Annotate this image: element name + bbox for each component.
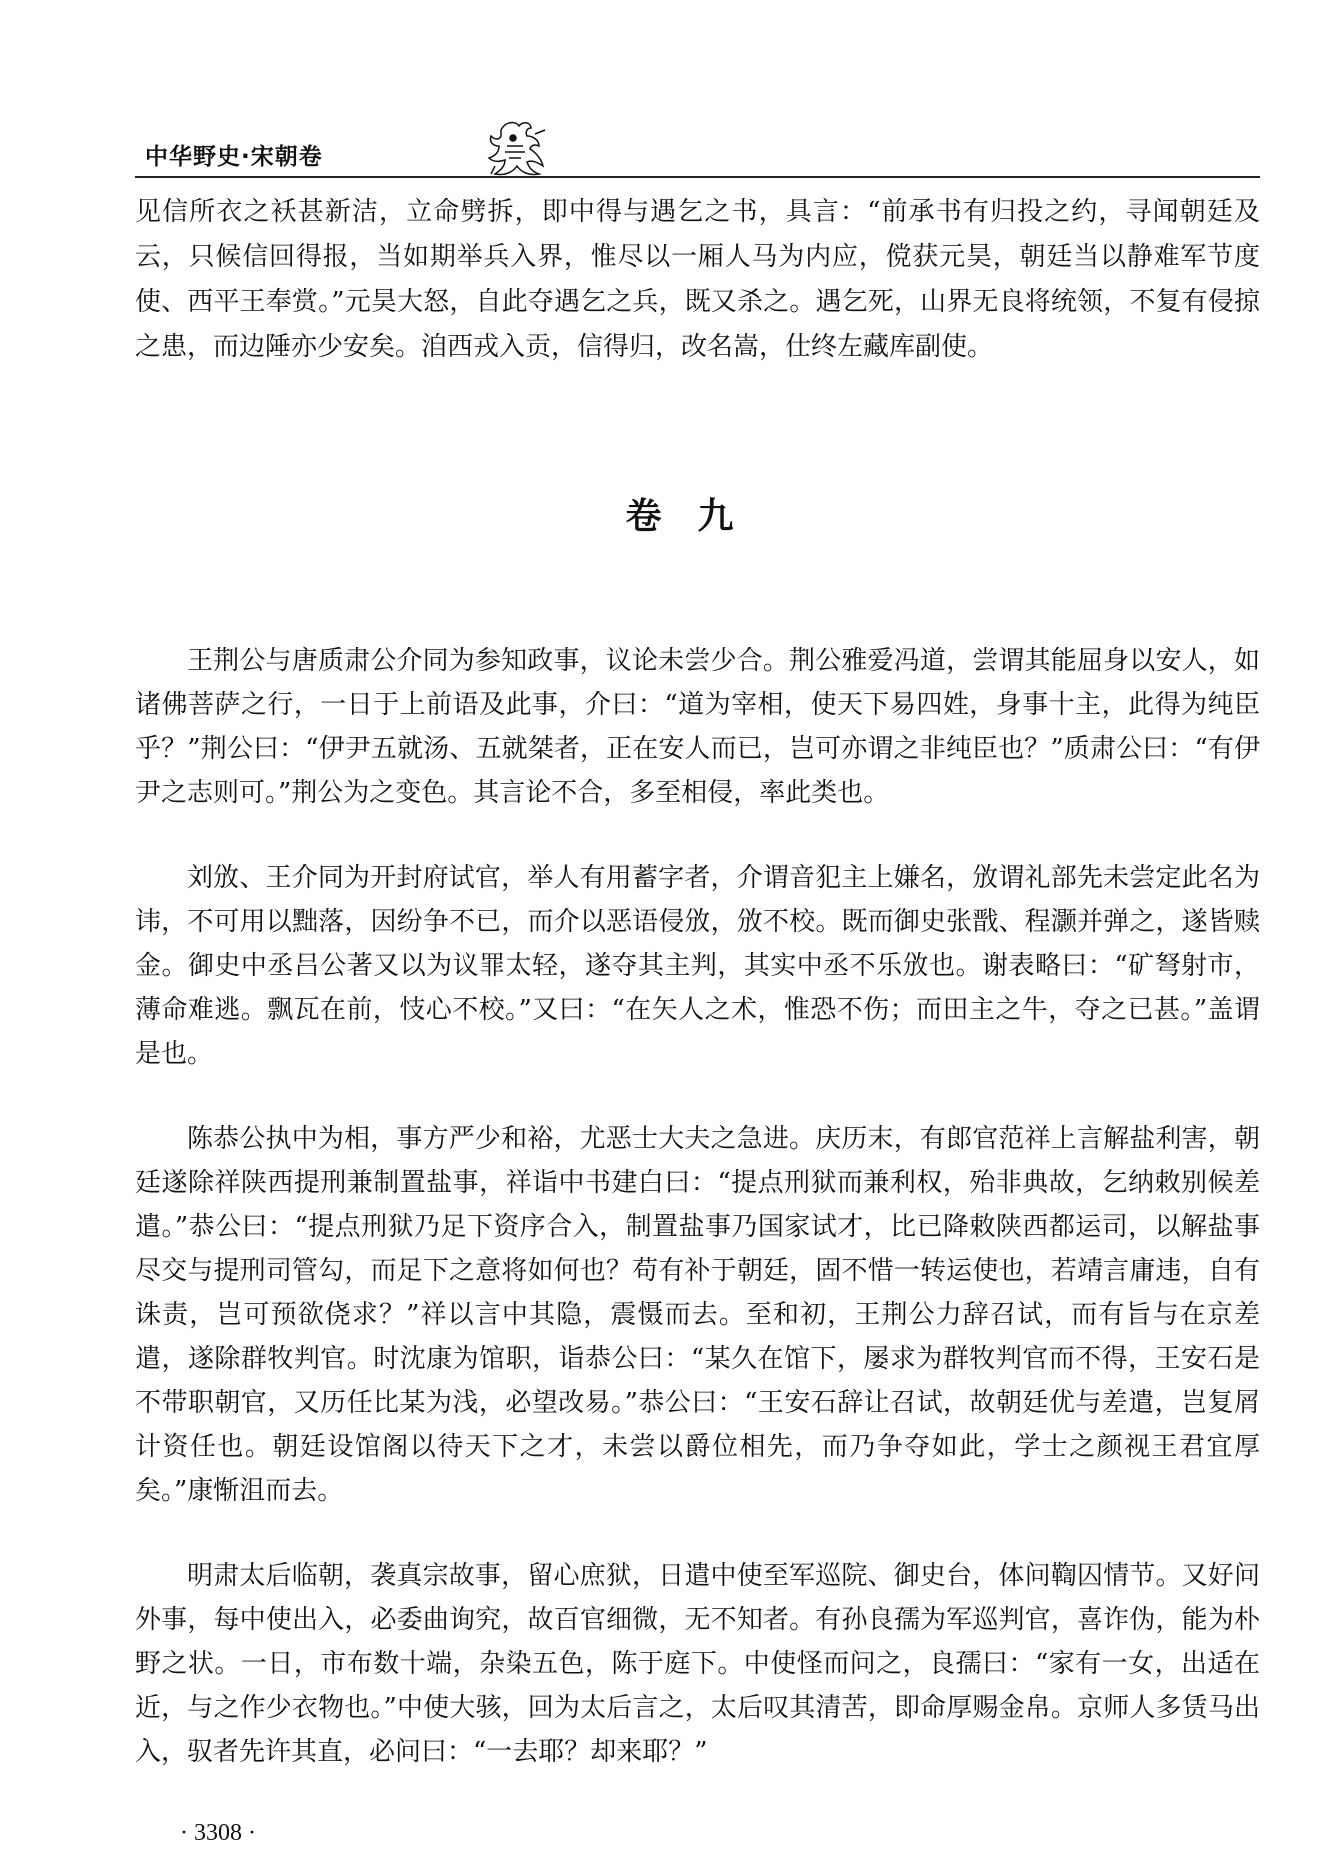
page-number: · 3308 · [180,1820,256,1846]
running-header [135,118,1260,180]
header-rule [135,176,1260,178]
paragraph-3: 陈恭公执中为相，事方严少和裕，尤恶士大夫之急进。庆历末，有郎官范祥上言解盐利害，朝廷遂除祥陕西提刑兼制置盐事，祥诣中书建白曰：“提点刑狱而兼利权，殆非典故，乞纳敕别候差遣。”恭公曰：“提点刑狱乃足下资序合入，制置盐事乃国家试才，比已降敕陕西都运司，以解盐事尽交与提刑司管勾，而足下之意将如何也？苟有补于朝廷，固不惜一转运使也，若靖言庸违，自有诛责，岂可预欲侥求？”祥以言中其隐，震慑而去。至和初，王荆公力辞召试，而有旨与在京差遣，遂除群牧判官。时沈康为馆职，诣恭公曰：“某久在馆下，屡求为群牧判官而不得，王安石是不带职朝官，又历任比某为浅，必望改易。”恭公曰：“王安石辞让召试，故朝廷优与差遣，岂复屑计资任也。朝廷设馆阁以待天下之才，未尝以爵位相先，而乃争夺如此，学士之颜视王君宜厚矣。”康惭沮而去。 [135,1124,1260,1506]
page-body [135,190,1260,1815]
book-title: 中华野史·宋朝卷 [145,144,323,170]
continued-paragraph: 见信所衣之袄甚新洁，立命劈拆，即中得与遇乞之书，具言：“前承书有归投之约，寻闻朝廷及云，只候信回得报，当如期举兵入界，惟尽以一厢人马为内应，傥获元昊，朝廷当以静难军节度使、西平王奉赏。”元昊大怒，自此夺遇乞之兵，既又杀之。遇乞死，山界无良将统领，不复有侵掠之患，而边陲亦少安矣。洎西戎入贡，信得归，改名嵩，仕终左藏库副使。 [135,197,1260,362]
dragon-emblem-icon [483,118,551,180]
paragraph-2: 刘攽、王介同为开封府试官，举人有用蓄字者，介谓音犯主上嫌名，攽谓礼部先未尝定此名为讳，不可用以黜落，因纷争不已，而介以恶语侵攽，攽不校。既而御史张戬、程灏并弹之，遂皆赎金。御史中丞吕公著又以为议罪太轻，遂夺其主判，其实中丞不乐攽也。谢表略曰：“矿弩射市，薄命难逃。飘瓦在前，忮心不校。”又曰：“在矢人之术，惟恐不伤；而田主之牛，夺之已甚。”盖谓是也。 [135,863,1260,1069]
volume-title: 卷九 [625,496,770,537]
paragraph-1: 王荆公与唐质肃公介同为参知政事，议论未尝少合。荆公雅爱冯道，尝谓其能屈身以安人，如诸佛菩萨之行，一日于上前语及此事，介曰：“道为宰相，使天下易四姓，身事十主，此得为纯臣乎？”荆公曰：“伊尹五就汤、五就桀者，正在安人而已，岂可亦谓之非纯臣也？”质肃公曰：“有伊尹之志则可。”荆公为之变色。其言论不合，多至相侵，率此类也。 [135,646,1260,808]
paragraph-4: 明肃太后临朝，袭真宗故事，留心庶狱，日遣中使至军巡院、御史台，体问鞫囚情节。又好问外事，每中使出入，必委曲询究，故百官细微，无不知者。有孙良孺为军巡判官，喜诈伪，能为朴野之状。一日，市布数十端，杂染五色，陈于庭下。中使怪而问之，良孺曰：“家有一女，出适在近，与之作少衣物也。”中使大骇，回为太后言之，太后叹其清苦，即命厚赐金帛。京师人多赁马出入，驭者先许其直，必问曰：“一去耶？却来耶？” [135,1561,1260,1767]
